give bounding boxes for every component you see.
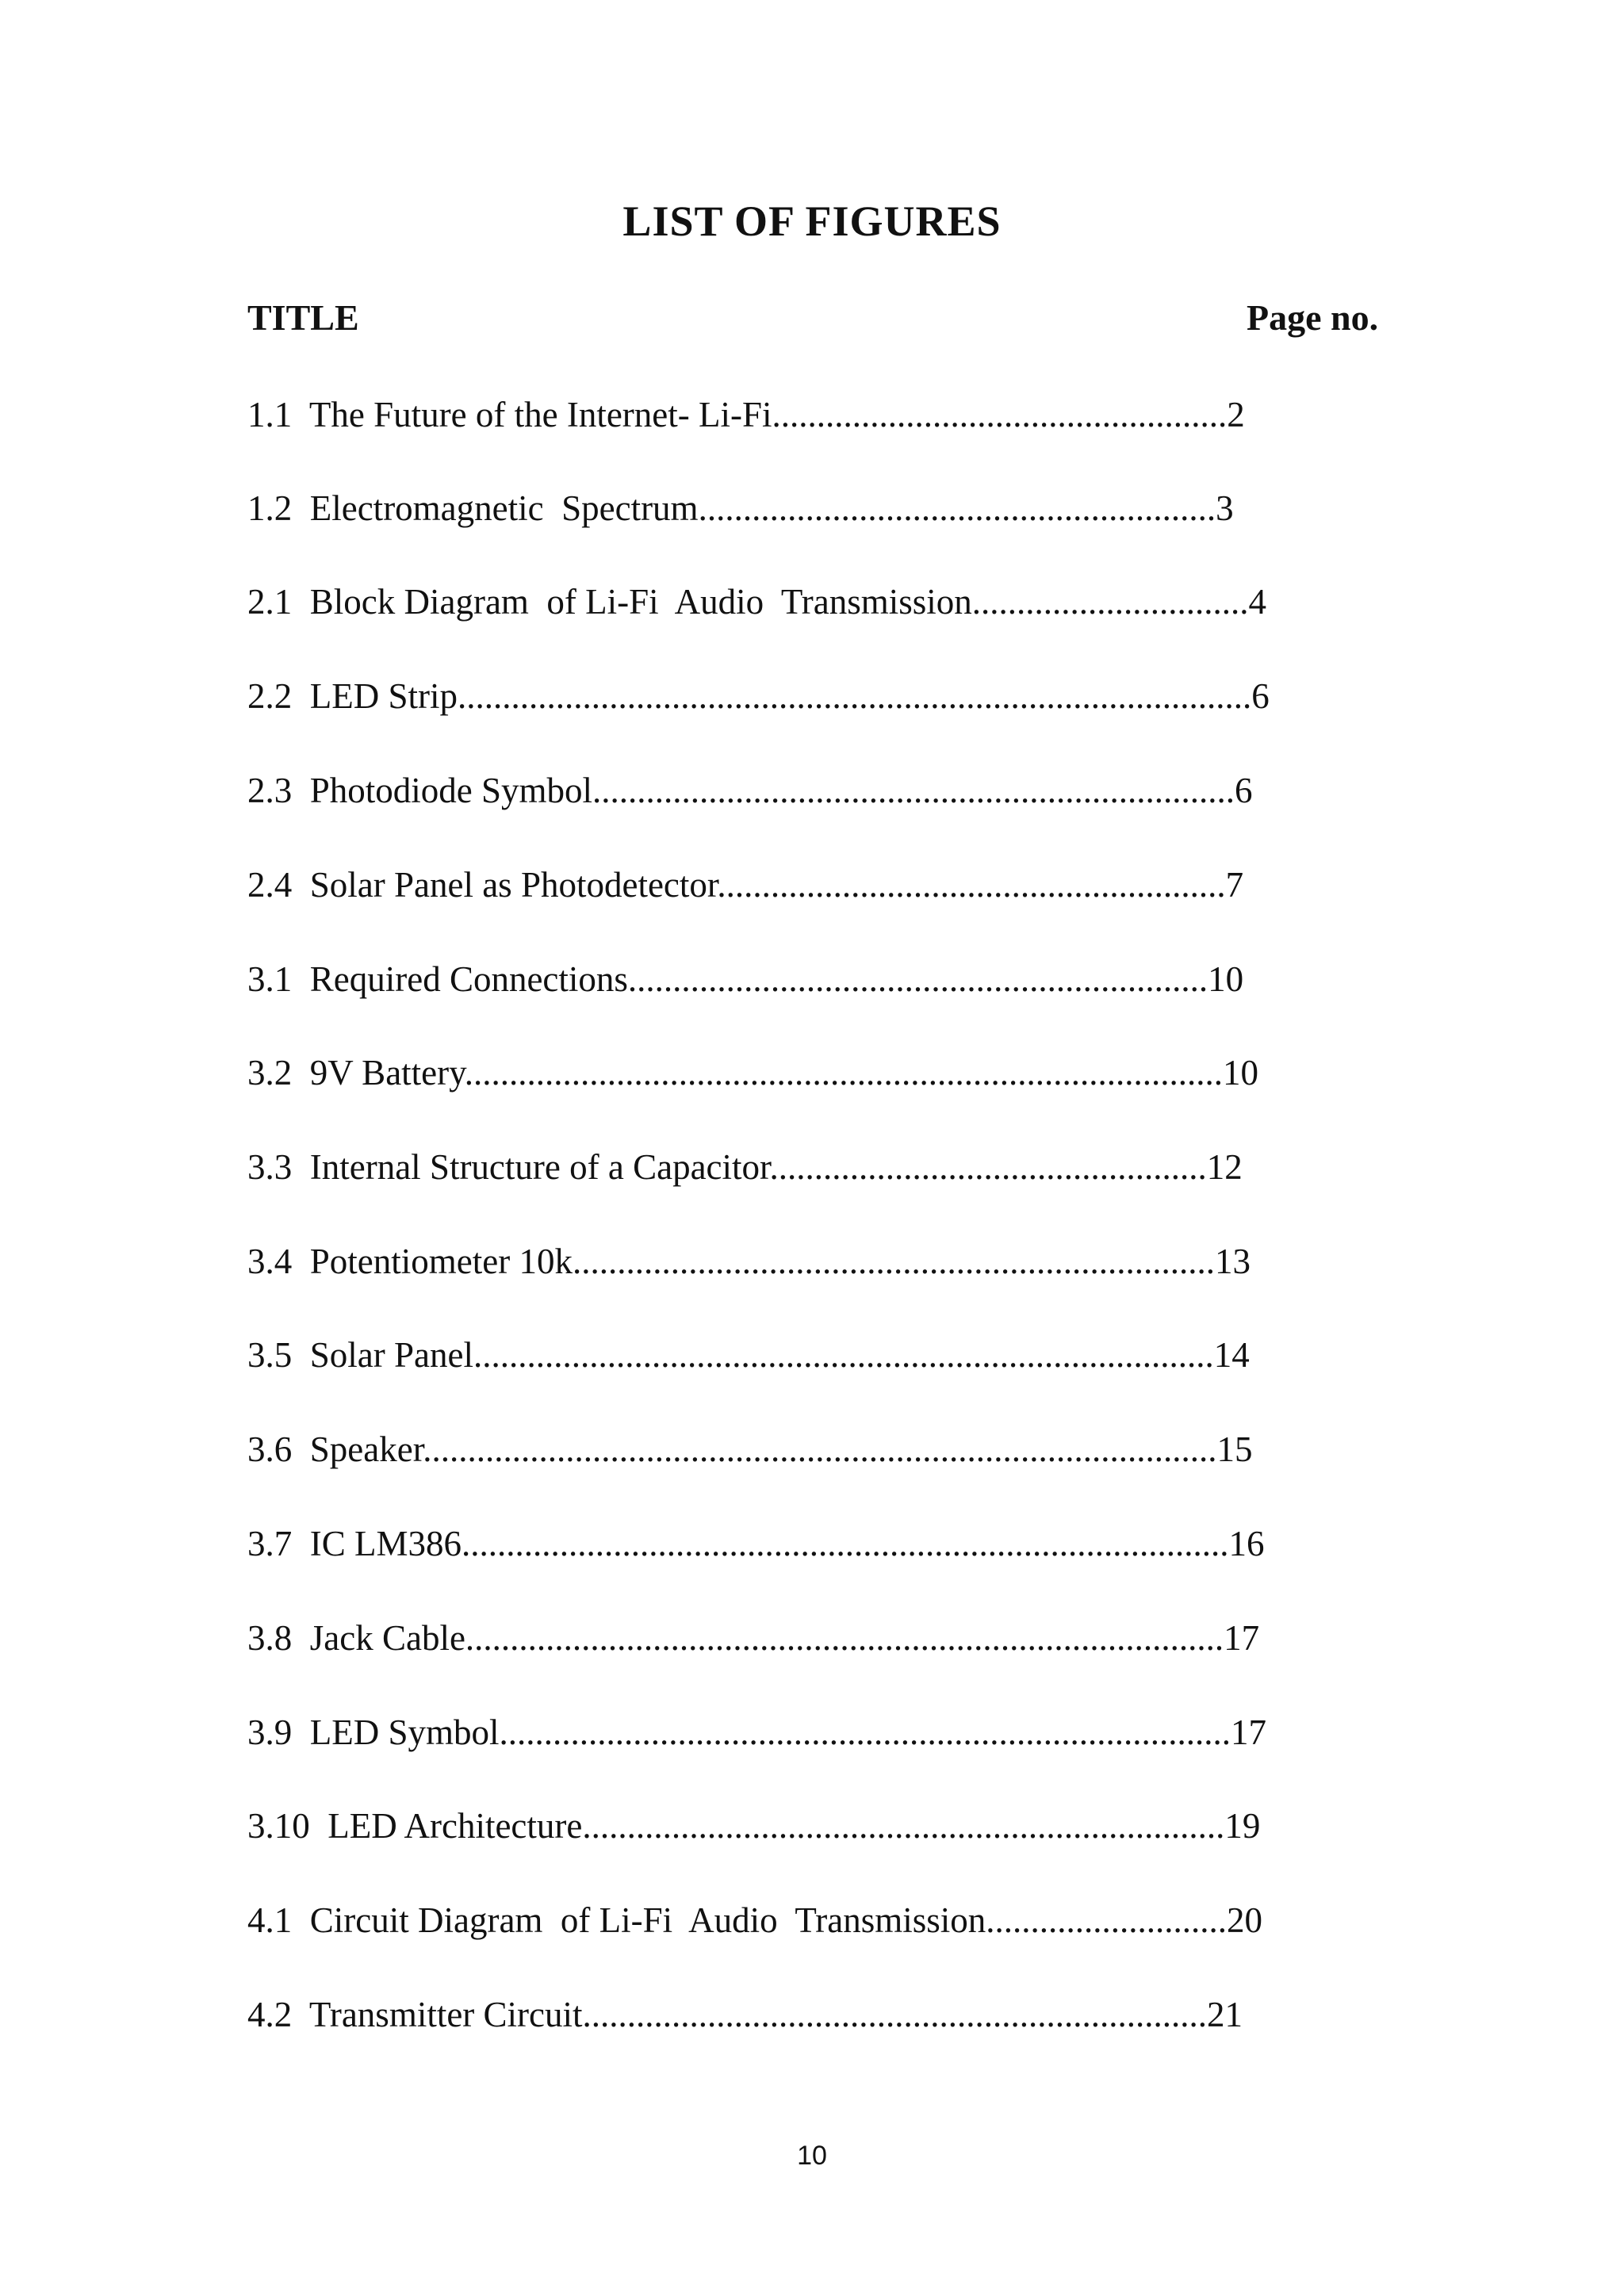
figure-entry: 3.10 LED Architecture........................................................................19 [247,1806,1261,1846]
figure-entry: 3.3 Internal Structure of a Capacitor.................................................12 [247,1147,1243,1187]
figure-entry: 4.2 Transmitter Circuit......................................................................21 [247,1995,1243,2034]
page-number: 10 [797,2141,827,2171]
figure-entry: 2.2 LED Strip.........................................................................................6 [247,676,1270,716]
figure-entry: 2.4 Solar Panel as Photodetector.........................................................7 [247,865,1244,905]
figure-entry: 3.9 LED Symbol..................................................................................17 [247,1712,1267,1752]
figure-entry: 1.1 The Future of the Internet- Li-Fi...................................................2 [247,395,1245,434]
figure-entry: 1.2 Electromagnetic Spectrum..........................................................3 [247,488,1234,528]
figure-entry: 2.3 Photodiode Symbol........................................................................6 [247,771,1253,810]
figure-entry: 3.1 Required Connections.................................................................10 [247,959,1244,999]
figure-entry: 4.1 Circuit Diagram of Li-Fi Audio Transmission...........................20 [247,1900,1263,1940]
figure-entry: 2.1 Block Diagram of Li-Fi Audio Transmission...............................4 [247,582,1267,622]
title-column-header: TITLE [247,297,359,338]
figure-entry: 3.8 Jack Cable.....................................................................................17 [247,1618,1260,1658]
figure-entry: 3.6 Speaker.........................................................................................15 [247,1429,1253,1469]
figure-entry: 3.5 Solar Panel...................................................................................14 [247,1335,1250,1375]
figure-entry: 3.7 IC LM386......................................................................................16 [247,1524,1265,1563]
figure-entry: 3.2 9V Battery.....................................................................................10 [247,1053,1258,1093]
page-title: LIST OF FIGURES [622,197,1002,245]
figure-entry: 3.4 Potentiometer 10k........................................................................13 [247,1242,1251,1281]
page-no-column-header: Page no. [1247,297,1379,338]
